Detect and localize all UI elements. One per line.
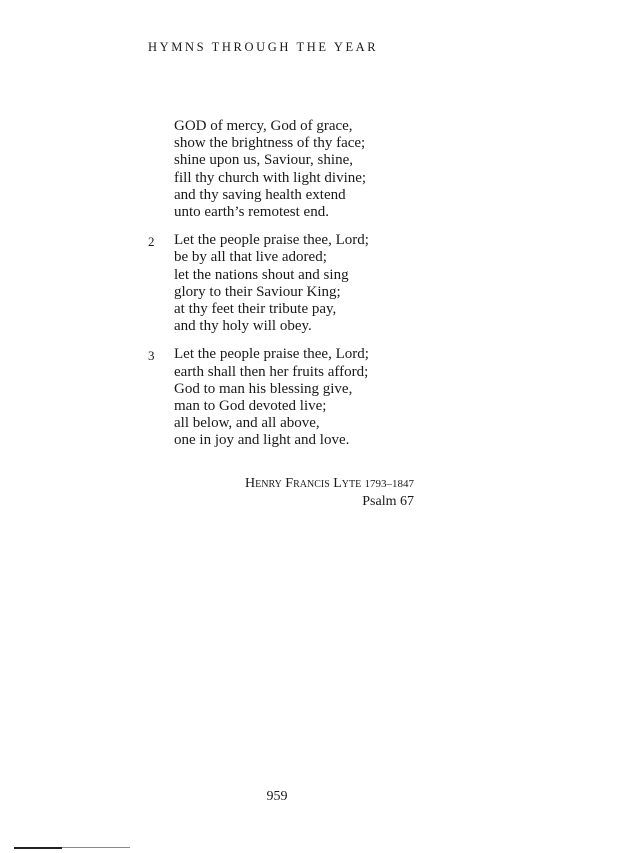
scripture-source: Psalm 67 xyxy=(362,494,414,509)
hymn-text xyxy=(148,118,448,461)
author-line xyxy=(148,474,414,493)
verse-line: at thy feet their tribute pay, xyxy=(174,301,337,318)
page-number: 959 xyxy=(266,789,288,804)
verse-line: and thy saving health extend xyxy=(174,186,346,203)
verse-line: GOD of mercy, God of grace, xyxy=(174,118,353,134)
verse-1 xyxy=(148,118,448,221)
verse-line: Let the people praise thee, Lord; xyxy=(174,232,369,249)
verse-line: one in joy and light and love. xyxy=(174,432,350,449)
verse-line: unto earth’s remotest end. xyxy=(174,204,329,221)
verse-line: let the nations shout and sing xyxy=(174,266,349,283)
verse-line: earth shall then her fruits afford; xyxy=(174,363,369,380)
verse-lines xyxy=(174,118,448,221)
verse-line: show the brightness of thy face; xyxy=(174,135,366,152)
verse-line: fill thy church with light divine; xyxy=(174,169,367,186)
verse-number: 2 xyxy=(148,234,155,250)
verse-line: shine upon us, Saviour, shine, xyxy=(174,152,353,169)
verse-line: glory to their Saviour King; xyxy=(174,283,341,300)
verse-3 xyxy=(148,346,448,449)
verse-line: man to God devoted live; xyxy=(174,398,327,415)
verse-lines xyxy=(174,346,448,449)
verse-line: Let the people praise thee, Lord; xyxy=(174,346,369,363)
running-head: HYMNS THROUGH THE YEAR xyxy=(148,40,379,54)
verse-lines xyxy=(174,232,448,335)
verse-2 xyxy=(148,232,448,335)
verse-line: and thy holy will obey. xyxy=(174,318,312,335)
verse-line: God to man his blessing give, xyxy=(174,380,353,397)
verse-line: be by all that live adored; xyxy=(174,249,327,266)
attribution xyxy=(148,474,414,510)
page-edge-rule xyxy=(0,847,130,849)
verse-line: all below, and all above, xyxy=(174,415,320,432)
verse-number: 3 xyxy=(148,348,155,364)
author-name: Henry Francis Lyte xyxy=(245,476,362,491)
author-dates: 1793–1847 xyxy=(364,478,414,490)
